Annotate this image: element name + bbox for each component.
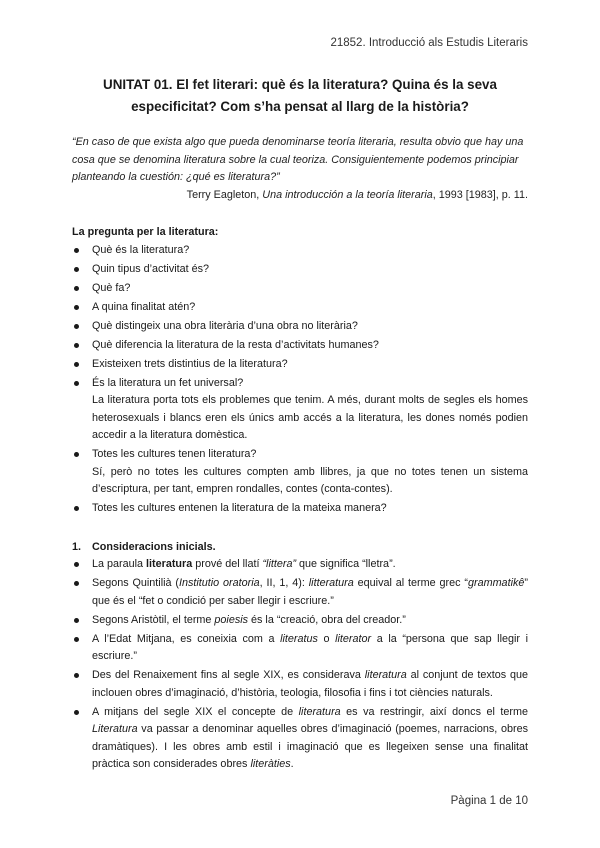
list-item-text: A quina finalitat atén? bbox=[92, 300, 196, 313]
quote-details: , 1993 [1983], p. 11. bbox=[432, 188, 528, 201]
list-item bbox=[72, 556, 528, 574]
section-1-heading bbox=[72, 539, 528, 557]
term-litteratura: litteratura bbox=[308, 577, 354, 589]
text: ” que és el “fet o condició per saber llegir i escriure.” bbox=[92, 577, 528, 607]
considerations-list bbox=[72, 556, 528, 774]
term-literaties: literàties bbox=[250, 758, 291, 770]
list-item bbox=[72, 337, 528, 355]
bullet-icon bbox=[74, 506, 79, 511]
list-item bbox=[72, 375, 528, 445]
text: equival al terme grec “ bbox=[353, 577, 468, 589]
term-literatura: literatura bbox=[146, 558, 193, 570]
list-item-text: Existeixen trets distintius de la literatura? bbox=[92, 357, 288, 370]
unit-title-line-1: UNITAT 01. El fet literari: què és la literatura? Quina és la seva bbox=[103, 77, 497, 92]
question-list bbox=[72, 242, 528, 518]
text: , II, 1, 4): bbox=[259, 577, 309, 589]
bullet-icon bbox=[74, 381, 79, 386]
universal-note: La literatura porta tots els problemes que tenim. A més, durant molts de segles els homes heterosexuals i blancs eren els únics amb accés a la literatura, les dones només podien accedir a la literatura domèstica. bbox=[92, 394, 528, 441]
text: és la “creació, obra del creador.” bbox=[248, 613, 406, 626]
bullet-icon bbox=[74, 343, 79, 348]
bullet-icon bbox=[74, 452, 79, 457]
bullet-icon bbox=[74, 267, 79, 272]
text: Segons Aristòtil, el terme bbox=[92, 613, 215, 626]
list-item bbox=[72, 631, 528, 666]
text: que significa “lletra”. bbox=[296, 558, 396, 570]
list-item bbox=[72, 356, 528, 374]
term-literatus: literatus bbox=[280, 632, 318, 645]
text: al conjunt de textos que inclouen obres d’imaginació, d’història, teologia, filosofia i fins i tot ciències naturals. bbox=[92, 669, 528, 699]
page-number: Pàgina 1 de 10 bbox=[450, 795, 528, 807]
list-item bbox=[72, 318, 528, 336]
list-item bbox=[72, 704, 528, 774]
bullet-icon bbox=[74, 362, 79, 367]
term-literatura: literatura bbox=[298, 705, 341, 718]
bullet-icon bbox=[74, 562, 79, 567]
term-grammatike: grammatikê bbox=[467, 577, 525, 589]
text: va passar a denominar aquelles obres d’imaginació (poemes, narracions, obres dramàtiques). I les obres amb estil i imaginació que es llegeixen sense una finalitat pràctica son considerades obres bbox=[92, 723, 528, 770]
question-section-heading: La pregunta per la literatura: bbox=[72, 226, 219, 238]
text: . bbox=[290, 758, 294, 770]
list-item-text: És la literatura un fet universal? bbox=[92, 376, 244, 389]
text: Des del Renaixement fins al segle XIX, es considerava bbox=[92, 669, 365, 681]
list-item bbox=[72, 261, 528, 279]
epigraph-source bbox=[72, 187, 528, 205]
quote-book-title: Una introducción a la teoría literaria bbox=[262, 188, 433, 201]
list-item bbox=[72, 299, 528, 317]
bullet-icon bbox=[74, 324, 79, 329]
list-item-text: Què és la literatura? bbox=[92, 243, 190, 256]
bullet-icon bbox=[74, 710, 79, 715]
list-item bbox=[72, 575, 528, 610]
list-item bbox=[72, 280, 528, 298]
unit-title bbox=[72, 74, 528, 118]
unit-title-line-2: especificitat? Com s’ha pensat al llarg de la història? bbox=[131, 99, 469, 114]
term-literatura-capital: Literatura bbox=[92, 723, 138, 735]
list-item bbox=[72, 667, 528, 702]
list-item-text: Quin tipus d’activitat és? bbox=[92, 262, 210, 275]
bullet-icon bbox=[74, 248, 79, 253]
list-item bbox=[72, 242, 528, 260]
bullet-icon bbox=[74, 581, 79, 586]
document-body bbox=[72, 74, 528, 775]
list-item-text: Totes les cultures tenen literatura? bbox=[92, 448, 257, 460]
work-title: Institutio oratoria bbox=[178, 577, 260, 589]
text: es va restringir, així doncs el terme bbox=[340, 705, 528, 718]
term-literator: literator bbox=[335, 632, 372, 645]
epigraph-quote: “En caso de que exista algo que pueda denominarse teoría literaria, resulta obvio que hay una cosa que se denomina literatura sobre la cual teoriza. Consiguientemente podemos principiar planteando la cuestión: ¿qué es literatura?” bbox=[72, 136, 524, 183]
term-poiesis: poiesis bbox=[214, 613, 249, 626]
list-item-text: Què fa? bbox=[92, 281, 131, 294]
page-header-course: 21852. Introducció als Estudis Literaris bbox=[330, 37, 528, 49]
section-number: 1. bbox=[72, 540, 82, 553]
term-literatura: literatura bbox=[364, 669, 407, 681]
list-item-text: Què distingeix una obra literària d’una obra no literària? bbox=[92, 319, 358, 332]
section-title: Consideracions inicials. bbox=[92, 540, 216, 553]
text: A l’Edat Mitjana, es coneixia com a bbox=[92, 632, 281, 645]
text: La paraula bbox=[92, 558, 147, 570]
bullet-icon bbox=[74, 286, 79, 291]
list-item bbox=[72, 612, 528, 630]
bullet-icon bbox=[74, 618, 79, 623]
quote-author: Terry Eagleton, bbox=[186, 188, 260, 201]
cultures-note: Sí, però no totes les cultures compten amb llibres, ja que no totes tenen un sistema d’escriptura, per tant, empren rondalles, contes (conta-contes). bbox=[92, 465, 528, 495]
text: Segons Quintilià ( bbox=[92, 577, 179, 589]
bullet-icon bbox=[74, 673, 79, 678]
bullet-icon bbox=[74, 637, 79, 642]
text: a la “persona que sap llegir i escriure.” bbox=[92, 632, 528, 662]
list-item-text: Què diferencia la literatura de la resta d’activitats humanes? bbox=[92, 338, 379, 351]
list-item-text: Totes les cultures entenen la literatura de la mateixa manera? bbox=[92, 502, 387, 514]
bullet-icon bbox=[74, 305, 79, 310]
text: A mitjans del segle XIX el concepte de bbox=[92, 705, 299, 718]
text: o bbox=[317, 632, 336, 645]
list-item bbox=[72, 446, 528, 499]
text: prové del llatí bbox=[192, 558, 263, 570]
list-item bbox=[72, 500, 528, 518]
term-littera: “littera” bbox=[262, 558, 297, 570]
